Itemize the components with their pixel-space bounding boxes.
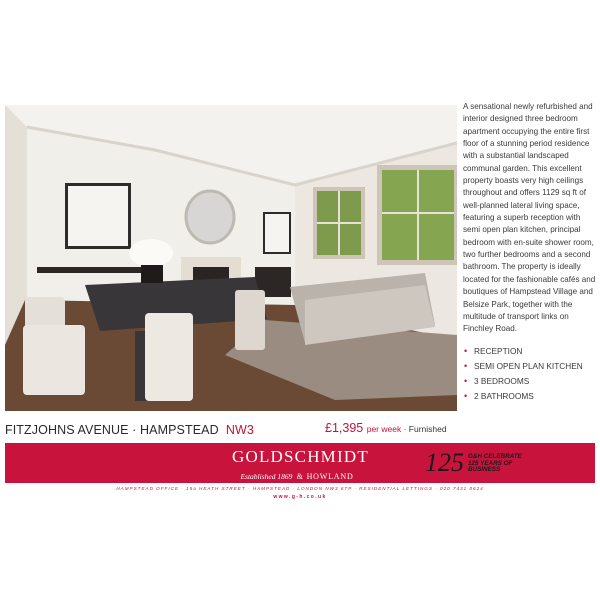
property-photo — [5, 105, 457, 411]
price-amount: £1,395 — [325, 421, 364, 435]
brand-established: Established 1869 — [240, 472, 293, 481]
price-period: per week — [366, 424, 402, 434]
office-address: HAMPSTEAD OFFICE · 15a HEATH STREET · HAMPSTEAD · LONDON NW3 6TP · RESIDENTIAL LETTINGS · 020 7431 0624 — [116, 486, 484, 491]
bullet-icon: • — [464, 345, 468, 356]
feature-label: SEMI OPEN PLAN KITCHEN — [474, 360, 583, 371]
brand-logo — [232, 447, 369, 481]
feature-item — [464, 388, 598, 403]
feature-label: 3 BEDROOMS — [474, 375, 530, 386]
window-left — [313, 187, 365, 259]
website-link[interactable]: www.g-h.co.uk — [273, 494, 327, 500]
furnishing-status: Furnished — [408, 424, 447, 434]
bullet-icon: • — [464, 390, 468, 401]
anniversary-badge — [425, 446, 522, 480]
bullet-icon: • — [464, 360, 468, 371]
feature-label: 2 BATHROOMS — [474, 390, 534, 401]
brand-partner: & HOWLAND — [296, 472, 354, 481]
postcode: NW3 — [225, 423, 254, 437]
price-line — [325, 421, 447, 435]
anniversary-number: 125 — [425, 448, 464, 477]
window-right — [377, 165, 457, 265]
anniversary-text: G&H CELEBRATE 125 YEARS OF BUSINESS — [468, 452, 522, 474]
property-address — [5, 423, 254, 437]
street-name: FITZJOHNS AVENUE · HAMPSTEAD — [5, 423, 219, 437]
price-separator: · — [401, 424, 409, 434]
feature-item — [464, 343, 598, 358]
feature-label: RECEPTION — [474, 345, 523, 356]
feature-item — [464, 373, 598, 388]
property-description: A sensational newly refurbished and interior designed three bedroom apartment occupying the entire first floor of a stunning period residence with a substantial landscaped communal garden. This excellent property boasts very high ceilings throughout and offers 1129 sq ft of well-planned lateral living space, featuring a superb reception with semi open plan kitchen, principal bedroom with en-suite shower room, two further bedrooms and a second bathroom. The property is ideally located for the fashionable cafés and boutiques of Hampstead Village and Belsize Park, together with the multitude of transport links on Finchley Road. — [463, 102, 596, 334]
feature-list — [464, 343, 598, 403]
feature-item — [464, 358, 598, 373]
brand-name: GOLDSCHMIDT — [232, 447, 369, 466]
bullet-icon: • — [464, 375, 468, 386]
